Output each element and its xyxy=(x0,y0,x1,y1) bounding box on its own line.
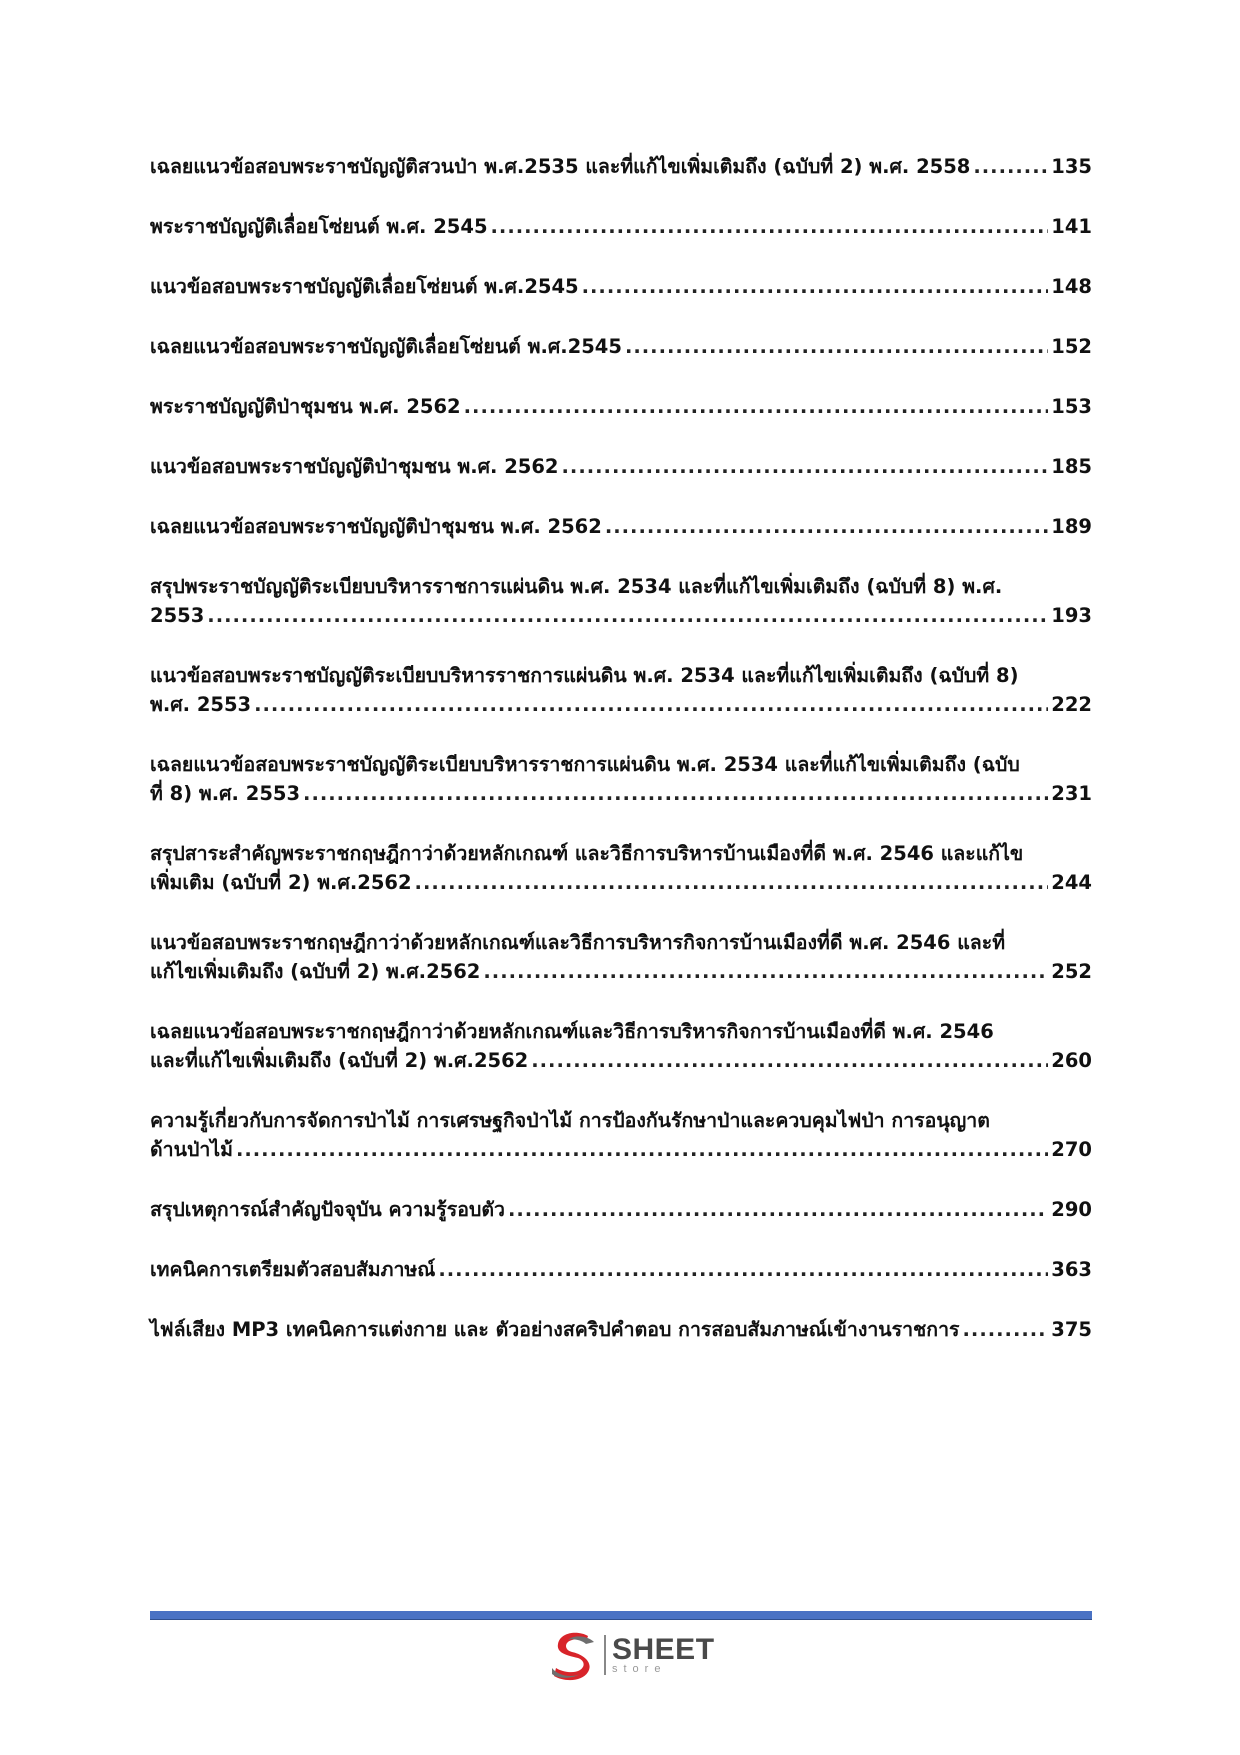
toc-entry[interactable] xyxy=(150,392,1092,421)
toc-entry-title-line: สรุปพระราชบัญญัติระเบียบบริหารราชการแผ่นดิน พ.ศ. 2534 และที่แก้ไขเพิ่มเติมถึง (ฉบับที่ 8) พ.ศ. xyxy=(150,575,1003,598)
dot-leader xyxy=(464,392,1049,421)
toc-page-number: 152 xyxy=(1051,335,1092,358)
toc-entry-title-line: เพิ่มเติม (ฉบับที่ 2) พ.ศ.2562 xyxy=(150,871,412,894)
toc-entry-last-line xyxy=(150,332,1092,361)
toc-page-number: 270 xyxy=(1051,1138,1092,1161)
toc-entry-last-line xyxy=(150,512,1092,541)
toc-page-number: 244 xyxy=(1051,871,1092,894)
toc-entry-title-line: ความรู้เกี่ยวกับการจัดการป่าไม้ การเศรษฐกิจป่าไม้ การป้องกันรักษาป่าและควบคุมไฟป่า การอนุญาต xyxy=(150,1109,990,1132)
sheet-store-logo-icon xyxy=(548,1628,600,1682)
dot-leader xyxy=(508,1195,1048,1224)
dot-leader xyxy=(491,212,1049,241)
toc-entry-title-line: เฉลยแนวข้อสอบพระราชบัญญัติระเบียบบริหารราชการแผ่นดิน พ.ศ. 2534 และที่แก้ไขเพิ่มเติมถึง (ฉบับ xyxy=(150,753,1020,776)
toc-entry-title-line: แนวข้อสอบพระราชบัญญัติระเบียบบริหารราชการแผ่นดิน พ.ศ. 2534 และที่แก้ไขเพิ่มเติมถึง (ฉบับที่ 8) xyxy=(150,664,1019,687)
toc-entry-last-line xyxy=(150,1046,1092,1075)
toc-entry-title-line: แนวข้อสอบพระราชบัญญัติเลื่อยโซ่ยนต์ พ.ศ.2545 xyxy=(150,275,579,298)
toc-entry-title-line: เทคนิคการเตรียมตัวสอบสัมภาษณ์ xyxy=(150,1258,436,1281)
toc-page-number: 193 xyxy=(1051,604,1092,627)
toc-page-number: 222 xyxy=(1051,693,1092,716)
toc-page-number: 148 xyxy=(1051,275,1092,298)
toc-entry-last-line xyxy=(150,272,1092,301)
toc-entry-title-line: แก้ไขเพิ่มเติมถึง (ฉบับที่ 2) พ.ศ.2562 xyxy=(150,960,481,983)
toc-entry-last-line xyxy=(150,212,1092,241)
toc-entry-last-line xyxy=(150,601,1092,630)
toc-entry-last-line xyxy=(150,1315,1092,1344)
toc-entry-title-line: สรุปเหตุการณ์สำคัญปัจจุบัน ความรู้รอบตัว xyxy=(150,1198,505,1221)
dot-leader xyxy=(236,1135,1048,1164)
toc-entry[interactable] xyxy=(150,272,1092,301)
toc-entry[interactable] xyxy=(150,1195,1092,1224)
toc-entry-last-line xyxy=(150,779,1092,808)
toc-page-number: 153 xyxy=(1051,395,1092,418)
toc-entry-last-line xyxy=(150,152,1092,181)
dot-leader xyxy=(605,512,1048,541)
toc-entry[interactable] xyxy=(150,152,1092,181)
logo-wordmark: SHEET xyxy=(612,1633,715,1666)
dot-leader xyxy=(625,332,1048,361)
dot-leader xyxy=(207,601,1048,630)
dot-leader xyxy=(963,1315,1049,1344)
toc-entry[interactable] xyxy=(150,1017,1092,1075)
logo-text xyxy=(612,1635,715,1675)
toc-page-number: 252 xyxy=(1051,960,1092,983)
toc-page-number: 231 xyxy=(1051,782,1092,805)
toc-page-number: 189 xyxy=(1051,515,1092,538)
toc-entry-title-line: พระราชบัญญัติป่าชุมชน พ.ศ. 2562 xyxy=(150,395,461,418)
toc-entry-title-line: พ.ศ. 2553 xyxy=(150,693,252,716)
toc-entry-title-line: เฉลยแนวข้อสอบพระราชกฤษฎีกาว่าด้วยหลักเกณฑ์และวิธีการบริหารกิจการบ้านเมืองที่ดี พ.ศ. 2546 xyxy=(150,1020,994,1043)
toc-entry-title-line: เฉลยแนวข้อสอบพระราชบัญญัติเลื่อยโซ่ยนต์ พ.ศ.2545 xyxy=(150,335,622,358)
toc-entry-title-line: ที่ 8) พ.ศ. 2553 xyxy=(150,782,301,805)
toc-entry-last-line xyxy=(150,1195,1092,1224)
toc-page-number: 185 xyxy=(1051,455,1092,478)
footer-divider xyxy=(150,1611,1092,1620)
sheet-store-logo xyxy=(548,1628,715,1682)
toc-entry[interactable] xyxy=(150,1255,1092,1284)
toc-entry-last-line xyxy=(150,452,1092,481)
dot-leader xyxy=(254,690,1048,719)
toc-entry[interactable] xyxy=(150,572,1092,630)
dot-leader xyxy=(303,779,1048,808)
toc-entry-title-line: พระราชบัญญัติเลื่อยโซ่ยนต์ พ.ศ. 2545 xyxy=(150,215,488,238)
dot-leader xyxy=(438,1255,1048,1284)
toc-page-number: 260 xyxy=(1051,1049,1092,1072)
toc-entry-title-line: 2553 xyxy=(150,604,205,627)
toc-entry[interactable] xyxy=(150,1106,1092,1164)
table-of-contents xyxy=(150,152,1092,1375)
toc-entry[interactable] xyxy=(150,332,1092,361)
toc-entry-title-line: แนวข้อสอบพระราชบัญญัติป่าชุมชน พ.ศ. 2562 xyxy=(150,455,559,478)
toc-entry-title-line: และที่แก้ไขเพิ่มเติมถึง (ฉบับที่ 2) พ.ศ.2562 xyxy=(150,1049,529,1072)
dot-leader xyxy=(483,957,1048,986)
toc-entry[interactable] xyxy=(150,839,1092,897)
toc-entry[interactable] xyxy=(150,661,1092,719)
toc-entry-title-line: เฉลยแนวข้อสอบพระราชบัญญัติสวนป่า พ.ศ.2535 และที่แก้ไขเพิ่มเติมถึง (ฉบับที่ 2) พ.ศ. 2558 xyxy=(150,155,971,178)
dot-leader xyxy=(973,152,1048,181)
toc-entry-title-line: แนวข้อสอบพระราชกฤษฎีกาว่าด้วยหลักเกณฑ์และวิธีการบริหารกิจการบ้านเมืองที่ดี พ.ศ. 2546 และที่ xyxy=(150,931,1006,954)
toc-entry-last-line xyxy=(150,392,1092,421)
toc-page-number: 290 xyxy=(1051,1198,1092,1221)
toc-entry-last-line xyxy=(150,868,1092,897)
toc-entry[interactable] xyxy=(150,928,1092,986)
dot-leader xyxy=(582,272,1049,301)
toc-entry-last-line xyxy=(150,957,1092,986)
logo-divider xyxy=(604,1635,606,1675)
toc-page-number: 135 xyxy=(1051,155,1092,178)
toc-entry[interactable] xyxy=(150,1315,1092,1344)
toc-page-number: 141 xyxy=(1051,215,1092,238)
toc-entry[interactable] xyxy=(150,512,1092,541)
toc-entry[interactable] xyxy=(150,452,1092,481)
toc-entry[interactable] xyxy=(150,750,1092,808)
toc-entry-last-line xyxy=(150,1135,1092,1164)
toc-entry-last-line xyxy=(150,690,1092,719)
toc-entry-last-line xyxy=(150,1255,1092,1284)
toc-entry-title-line: สรุปสาระสำคัญพระราชกฤษฎีกาว่าด้วยหลักเกณฑ์ และวิธีการบริหารบ้านเมืองที่ดี พ.ศ. 2546 และแก้ไข xyxy=(150,842,1024,865)
toc-entry-title-line: เฉลยแนวข้อสอบพระราชบัญญัติป่าชุมชน พ.ศ. 2562 xyxy=(150,515,602,538)
dot-leader xyxy=(415,868,1049,897)
toc-entry-title-line: ไฟล์เสียง MP3 เทคนิคการแต่งกาย และ ตัวอย่างสคริปคำตอบ การสอบสัมภาษณ์เข้างานราชการ xyxy=(150,1318,960,1341)
logo-subtitle: store xyxy=(612,1663,667,1675)
toc-entry[interactable] xyxy=(150,212,1092,241)
toc-entry-title-line: ด้านป่าไม้ xyxy=(150,1138,233,1161)
dot-leader xyxy=(531,1046,1048,1075)
toc-page-number: 363 xyxy=(1051,1258,1092,1281)
toc-page-number: 375 xyxy=(1051,1318,1092,1341)
dot-leader xyxy=(562,452,1049,481)
